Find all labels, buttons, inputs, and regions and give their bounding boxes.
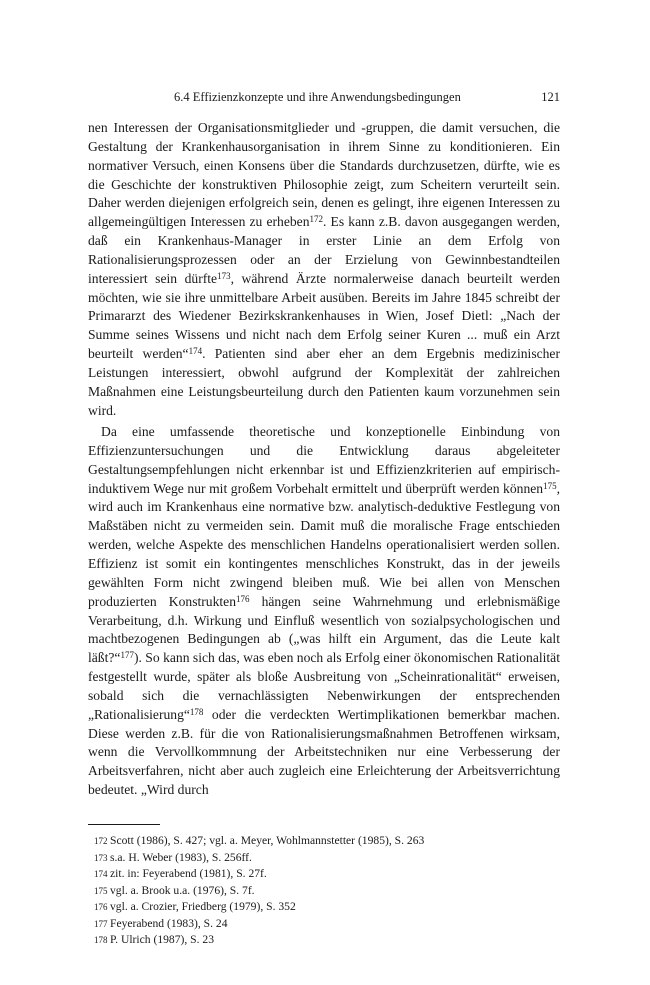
footnote-ref: 176 <box>236 593 250 604</box>
footnote <box>88 932 560 949</box>
footnote <box>88 833 560 850</box>
footnote-ref: 172 <box>309 214 324 225</box>
footnote-text: zit. in: Feyerabend (1981), S. 27f. <box>110 867 267 881</box>
text-run: . Patienten sind aber eher an dem Ergebnis medizinischer Leistungen interessiert, obwohl aufgrund der Komplexität der zahlreichen Maßnahmen eine Leistungsbeurteilung durch den Patienten kaum vorzunehmen sein wird. <box>88 346 560 418</box>
footnote-number: 174 <box>94 869 108 880</box>
footnote <box>88 866 560 883</box>
footnote <box>88 850 560 867</box>
text-run: . Es kann z.B. davon ausgegangen werden, daß ein Krankenhaus-Manager in erster Linie an dem Erfolg von Rationalisierungsprozessen oder an der Erzielung von Gewinnbestandteilen interessiert sein dürfte <box>88 214 560 286</box>
footnote-number: 173 <box>94 852 108 863</box>
text-run: nen Interessen der Organisationsmitglieder und -gruppen, die damit versuchen, die Gestaltung der Krankenhausorganisation in ihrem Sinne zu konditionieren. Ein normativer Versuch, einen Konsens über die Standards durchzusetzen, dürfte, wie es die Geschichte der konstruktiven Philosophie zeigt, zum Scheitern verurteilt sein. Daher werden diejenigen erfolgreich sein, denen es gelingt, ihre eigenen Interessen zu allgemeingültigen Interessen zu erheben <box>88 120 560 230</box>
text-run: oder die verdeckten Wertimplikationen bemerkbar machen. Diese werden z.B. für die von Rationalisierungsmaßnahmen Betroffenen wirksam, wenn die Vervollkommnung der Arbeitstechniken nur eine Verbesserung der Arbeitsverfahren, nicht aber auch zugleich eine Erleichterung der Arbeitsverrichtung bedeutet. „Wird durch <box>88 706 560 798</box>
paragraph <box>88 423 560 800</box>
chapter-title: 6.4 Effizienzkonzepte und ihre Anwendungsbedingungen <box>174 90 461 104</box>
footnote-ref: 177 <box>120 650 134 661</box>
footnote-number: 177 <box>94 918 108 929</box>
footnote-number: 175 <box>94 885 108 896</box>
footnote-ref: 173 <box>217 270 231 281</box>
footnote-text: Feyerabend (1983), S. 24 <box>110 916 228 930</box>
footnote-ref: 174 <box>188 346 203 357</box>
text-run: Da eine umfassende theoretische und konzeptionelle Einbindung von Effizienzuntersuchungen und die Entwicklung daraus abgeleiteter Gestaltungsempfehlungen nicht erkennbar ist und Effizienzkriterien auf empirisch-induktivem Wege nur mit großem Vorbehalt ermittelt und überprüft werden können <box>88 424 560 496</box>
text-run: , wird auch im Krankenhaus eine normative bzw. analytisch-deduktive Festlegung von Maßstäben nicht zu vermeiden sein. Damit muß die moralische Frage entschieden werden, welche Aspekte des menschlichen Handelns operationalisiert werden sollen. Effizienz ist somit ein kontingentes menschliches Konstrukt, das in der jeweils gewählten Form nicht zwingend bleiben muß. Wie bei allen von Menschen produzierten Konstrukten <box>88 480 560 609</box>
footnote-number: 172 <box>94 836 108 846</box>
text-run: hängen seine Wahrnehmung und erlebnismäßige Verarbeitung, d.h. Wirkung und Einfluß wesentlich von sozialpsychologischen und machtbezogenen Bedingungen ab („was hilft ein Argument, das die Leute kalt läßt?“ <box>88 593 561 666</box>
footnotes <box>88 833 560 949</box>
footnote-number: 178 <box>94 935 108 946</box>
footnote-ref: 178 <box>189 706 204 717</box>
footnote <box>88 883 560 900</box>
footnote <box>88 916 560 933</box>
footnote-text: P. Ulrich (1987), S. 23 <box>110 933 215 947</box>
footnote-separator <box>88 824 160 825</box>
footnote-text: vgl. a. Crozier, Friedberg (1979), S. 352 <box>110 900 296 914</box>
page-number: 121 <box>541 90 560 104</box>
body-text <box>88 119 560 803</box>
paragraph <box>88 119 560 421</box>
footnote-text: Scott (1986), S. 427; vgl. a. Meyer, Wohlmannstetter (1985), S. 263 <box>110 834 425 847</box>
footnote <box>88 899 560 916</box>
text-run: , während Ärzte normalerweise danach beurteilt werden möchten, wie sie ihre unmittelbare Arbeit ausüben. Bereits im Jahre 1845 schreibt der Primararzt des Wiedener Bezirkskrankenhauses in Wien, Josef Dietl: „Nach der Summe seines Wissens und nicht nach dem Erfolg seiner Kuren ... muß ein Arzt beurteilt werden“ <box>88 270 560 362</box>
footnote-number: 176 <box>94 902 108 913</box>
footnote-text: s.a. H. Weber (1983), S. 256ff. <box>110 850 252 864</box>
text-run: ). So kann sich das, was eben noch als Erfolg einer ökonomischen Rationalität festgestellt wurde, später als bloße Ausbreitung von „Scheinrationalität“ erweisen, sobald sich die vernachlässigten Nebenwirkungen der entsprechenden „Rationalisierung“ <box>88 650 560 722</box>
footnote-text: vgl. a. Brook u.a. (1976), S. 7f. <box>110 883 255 897</box>
running-header <box>88 90 560 108</box>
footnote-ref: 175 <box>543 480 557 491</box>
